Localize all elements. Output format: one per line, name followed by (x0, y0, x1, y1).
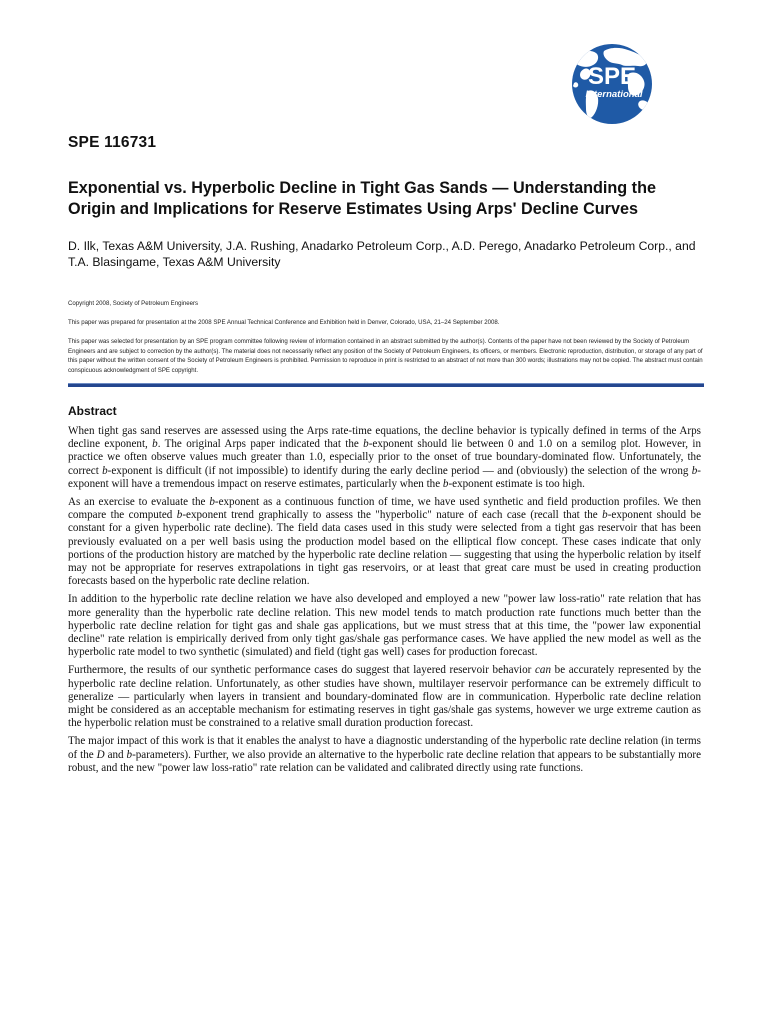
review-disclaimer: This paper was selected for presentation by an SPE program committee following review of information contained in an abstract submitted by the author(s). Contents of the paper have not been reviewed by the Society of Petroleum Engineers and are subject to correction by the author(s). The material does not necessarily reflect any position of the Society of Petroleum Engineers, its officers, or members. Electronic reproduction, distribution, or storage of any part of this paper without the written consent of the Society of Petroleum Engineers is prohibited. Permission to reproduce in print is restricted to an abstract of not more than 300 words; illustrations may not be copied. The abstract must contain conspicuous acknowledgment of SPE copyright. (68, 338, 703, 374)
abstract-paragraph-3: In addition to the hyperbolic rate decline relation we have also developed and employed a new "power law loss-ratio" rate relation that has more generality than the hyperbolic rate decline relation. This new model tends to match production rate functions much better than the hyperbolic rate decline relation for tight gas and shale gas applications, but we must stress that at this time, the "power law exponential decline" rate relation is empirically derived from only tight gas/shale gas performance cases. We have applied the new model as well as the hyperbolic rate model to two synthetic (simulated) and field (tight gas well) cases for production forecast. (68, 593, 701, 659)
logo-subtitle: International (585, 89, 643, 100)
paper-title: Exponential vs. Hyperbolic Decline in Tight Gas Sands — Understanding the Origin and Implications for Reserve Estimates Using Arps' Decline Curves (68, 179, 656, 218)
abstract-body (68, 425, 701, 780)
copyright-notice: Copyright 2008, Society of Petroleum Engineers (68, 300, 199, 307)
header-divider (68, 383, 704, 387)
abstract-paragraph-4: Furthermore, the results of our synthetic performance cases do suggest that layered reservoir behavior can be accurately represented by the hyperbolic rate decline relation. Unfortunately, as other studies have shown, multilayer reservoir performance can be extremely difficult to generalize — particularly when layers in transient and boundary-dominated flow are in communication. Hyperbolic rate decline relation might be considered as an acceptable mechanism for estimating reserves in tight gas/shale gas systems, however we urge extreme caution as the hyperbolic relation must be constrained to a relative small duration production forecast. (68, 664, 701, 730)
spe-international-logo (544, 43, 680, 125)
presentation-notice: This paper was prepared for presentation at the 2008 SPE Annual Technical Conference and Exhibition held in Denver, Colorado, USA, 21–24 September 2008. (68, 319, 500, 326)
abstract-paragraph-2: As an exercise to evaluate the b-exponent as a continuous function of time, we have used synthetic and field production profiles. We then compare the computed b-exponent trend graphically to assess the "hyperbolic" nature of each case (recall that the b-exponent should be constant for a given hyperbolic rate decline). The field data cases used in this study were selected from a tight gas reservoir that has been previously evaluated on a per well basis using the production model based on the elliptical flow concept. These cases indicate that only portions of the production history are matched by the hyperbolic rate decline relation — suggesting that using the hyperbolic relation by itself may not be appropriate for reserves extrapolations in tight gas reservoirs, or at least that great care must be used in creating production forecasts based on the hyperbolic rate decline relation. (68, 496, 702, 588)
paper-id: SPE 116731 (68, 134, 157, 151)
author-list: D. Ilk, Texas A&M University, J.A. Rushing, Anadarko Petroleum Corp., A.D. Perego, Anadarko Petroleum Corp., and T.A. Blasingame, Texas A&M University (68, 239, 696, 269)
abstract-paragraph-1: When tight gas sand reserves are assessed using the Arps rate-time equations, the decline behavior is typically defined in terms of the Arps decline exponent, b. The original Arps paper indicated that the b-exponent should lie between 0 and 1.0 on a semilog plot. However, in practice we often observe values much greater than 1.0, especially prior to the onset of true boundary-dominated flow. Unfortunately, the correct b-exponent is difficult (if not impossible) to identify during the early decline period — and (obviously) the selection of the wrong b-exponent will have a tremendous impact on reserve estimates, particularly when the b-exponent estimate is too high. (68, 425, 701, 490)
abstract-paragraph-5: The major impact of this work is that it enables the analyst to have a diagnostic understanding of the hyperbolic rate decline relation (in terms of the D and b-parameters). Further, we also provide an alternative to the hyperbolic rate decline relation that appears to be substantially more robust, and the new "power law loss-ratio" rate relation can be validated and calibrated directly using rate functions. (68, 735, 702, 774)
logo-wordmark: SPE (587, 63, 637, 90)
abstract-heading: Abstract (68, 404, 117, 418)
